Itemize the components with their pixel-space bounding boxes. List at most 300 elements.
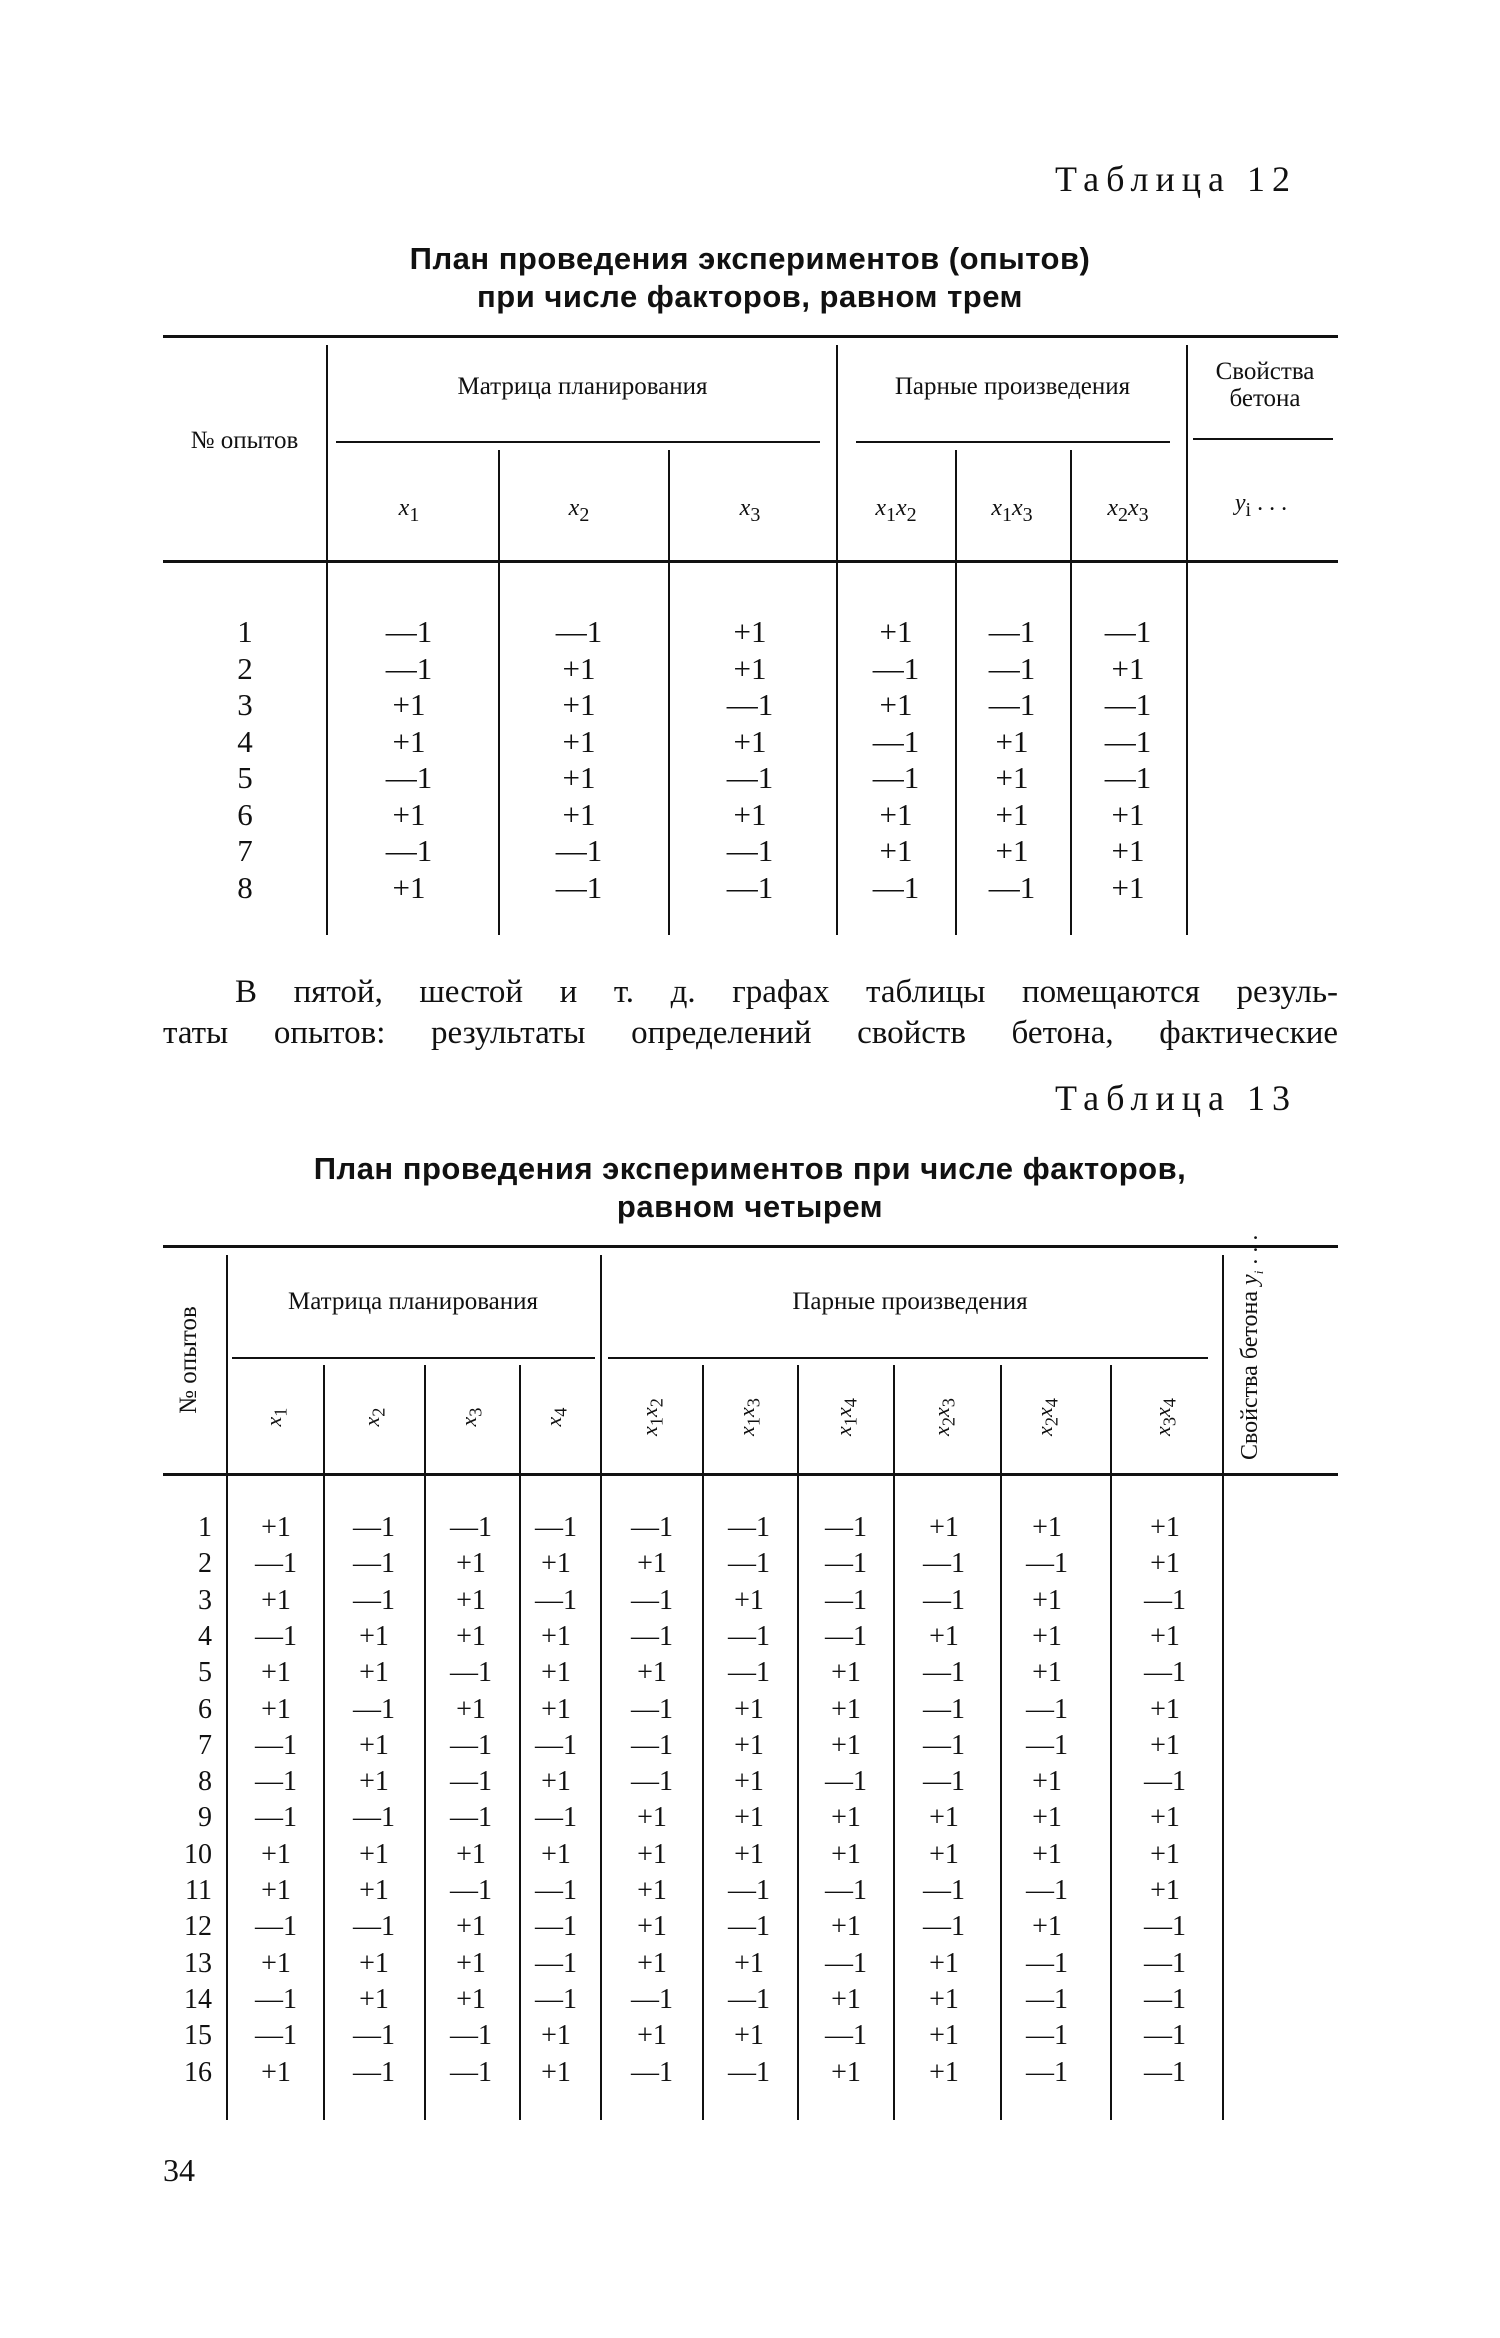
table-12-cell: +1 [733,650,767,686]
table-12-cell: —1 [1104,723,1152,759]
table-13-cell: +1 [541,1620,571,1652]
table-13-row-number: 15 [184,2020,212,2052]
column-subscript: 3 [1159,1417,1180,1427]
table-13-cell: —1 [923,1657,965,1689]
table-13-cell: —1 [728,1911,770,1943]
column-variable: x [1012,495,1023,521]
table-12-cell: —1 [385,760,433,795]
table-12-cell: —1 [555,869,603,905]
table-13-cell: —1 [631,1584,673,1616]
table-13-row-number: 9 [198,1802,212,1834]
table-13-cell: —1 [255,1729,297,1761]
table-12-col-header [519,495,639,529]
table-12-cell: —1 [726,760,774,795]
table-12-row-header: № опытов [190,427,299,454]
table-12-cell: +1 [995,796,1029,832]
table-12-top-rule [163,335,1338,338]
table-13-group-props-label: Свойства бетона [1237,1290,1263,1460]
table-13-cell: —1 [535,1875,577,1906]
table-13-cell: —1 [353,1802,395,1834]
table-13-cell: +1 [734,1766,764,1798]
table-12-cell: +1 [562,687,596,722]
column-subscript: 2 [906,503,917,526]
table-12-col-header [1068,495,1188,529]
table-13-cell: +1 [831,2056,861,2088]
table-13-cell: +1 [359,1947,389,1979]
table-13-cell: +1 [456,1548,486,1580]
table-13-cell: +1 [637,1911,667,1943]
table-12-cell: +1 [995,833,1029,868]
table-13-cell: +1 [734,2020,764,2052]
table-13-col-header [359,1372,389,1462]
table-13-cell: —1 [923,1548,965,1580]
column-subscript: 1 [840,1417,861,1427]
table-13-cell: +1 [456,1693,486,1725]
table-13-column-divider [323,1365,325,2120]
table-13-cell: +1 [734,1947,764,1979]
table-13-cell: —1 [728,2056,770,2088]
column-variable: x [398,495,410,521]
column-variable: x [568,495,580,521]
table-12-group-props: Свойства бетона [1215,358,1315,412]
table-13-cell: —1 [728,1512,770,1543]
table-12-cell: +1 [733,723,767,759]
table-13-cell: —1 [450,2020,492,2052]
table-13-cell: +1 [456,1838,486,1870]
table-13-cell: +1 [637,1802,667,1834]
table-13-cell: +1 [929,1512,959,1543]
table-13-cell: —1 [728,1657,770,1689]
table-13-column-divider [226,1255,228,2120]
table-13-cell: —1 [450,1729,492,1761]
table-12-col-header [836,495,956,529]
table-13-cell: +1 [261,1947,291,1979]
table-13-cell: +1 [831,1911,861,1943]
table-12-cell: —1 [988,869,1036,905]
column-subscript: 3 [1138,503,1149,526]
column-subscript: 2 [368,1407,389,1417]
table-13-cell: +1 [637,1548,667,1580]
table-13-cell: +1 [359,1620,389,1652]
column-subscript: 4 [1159,1398,1180,1408]
table-13-cell: —1 [353,1911,395,1943]
table-13-cell: —1 [450,2056,492,2088]
table-13-cell: —1 [923,1875,965,1906]
column-variable: x [261,1416,286,1427]
column-variable: x [875,495,886,521]
table-12-cell: —1 [872,723,920,759]
table-13-cell: +1 [359,1838,389,1870]
table-13-group-rule-matrix [232,1357,595,1359]
table-13-col-header [541,1372,571,1462]
column-subscript: 3 [750,503,761,526]
table-13-cell: +1 [1150,1875,1180,1906]
body-paragraph-line-1: В пятой, шестой и т. д. графах таблицы помещаются резуль- [235,974,1338,1010]
table-13-cell: —1 [353,1512,395,1543]
table-13-cell: —1 [1026,2056,1068,2088]
table-13-cell: +1 [831,1657,861,1689]
table-12-title-line-1: План проведения экспериментов (опытов) [409,241,1091,276]
table-13-cell: +1 [359,1657,389,1689]
table-12-row-number: 7 [237,833,253,868]
table-13-cell: +1 [541,1657,571,1689]
table-12-cell: +1 [392,869,426,905]
table-13-cell: —1 [1144,1911,1186,1943]
table-13-cell: +1 [1032,1802,1062,1834]
table-13-title-line-2: равном четырем [616,1189,884,1224]
table-12-cell: +1 [1111,833,1145,868]
table-13-column-divider [893,1365,895,2120]
table-13-cell: —1 [728,1875,770,1906]
table-13-cell: +1 [541,1548,571,1580]
table-12-cell: +1 [1111,796,1145,832]
table-12-cell: +1 [562,723,596,759]
column-variable: y [1234,490,1246,516]
table-12-row-number: 4 [237,723,253,759]
column-subscript: 4 [840,1398,861,1408]
table-12-cell: —1 [385,833,433,868]
table-12-cell: —1 [988,614,1036,649]
table-13-cell: —1 [1026,1693,1068,1725]
table-13-cell: +1 [1032,1911,1062,1943]
table-13-cell: +1 [1032,1512,1062,1543]
table-13-cell: +1 [1032,1766,1062,1798]
table-13-cell: +1 [831,1802,861,1834]
column-variable: x [734,1426,759,1436]
table-13-cell: —1 [825,2020,867,2052]
table-12-row-number: 3 [237,687,253,722]
table-12-cell: —1 [872,869,920,905]
table-13-cell: +1 [359,1875,389,1906]
table-12-cell: —1 [726,687,774,722]
table-13-cell: —1 [1144,1983,1186,2015]
table-13-cell: —1 [1144,1766,1186,1798]
table-12-col-header [952,495,1072,529]
table-13-cell: —1 [631,1983,673,2015]
table-13-cell: +1 [456,1584,486,1616]
column-variable: x [637,1426,662,1436]
table-12-cell: +1 [1111,650,1145,686]
table-12-row-number: 6 [237,796,253,832]
table-13-row-number: 5 [198,1657,212,1689]
column-subscript: 3 [938,1398,959,1408]
table-12-cell: +1 [733,796,767,832]
table-12-cell: —1 [385,614,433,649]
table-13-cell: —1 [728,1983,770,2015]
table-13-cell: —1 [450,1875,492,1906]
table-12-cell: +1 [879,833,913,868]
table-13-cell: —1 [1144,2020,1186,2052]
table-13-group-pairs: Парные произведения [792,1288,1028,1315]
column-subscript: 2 [938,1417,959,1427]
table-13-cell: —1 [450,1802,492,1834]
column-variable: x [1150,1426,1175,1436]
table-13-cell: +1 [1032,1584,1062,1616]
table-13-cell: +1 [734,1693,764,1725]
body-paragraph-line-2: таты опытов: результаты определений свойств бетона, фактические [163,1015,1338,1051]
table-13-cell: +1 [929,1620,959,1652]
column-variable: x [456,1416,481,1427]
table-13-cell: +1 [637,2020,667,2052]
table-13-row-number: 3 [198,1584,212,1616]
table-13-cell: +1 [1150,1729,1180,1761]
table-13-cell: —1 [1144,2056,1186,2088]
table-12-cell: +1 [392,796,426,832]
table-12-cell: —1 [1104,614,1152,649]
table-12-cell: +1 [562,760,596,795]
table-13-col-header [831,1372,861,1462]
table-13-cell: +1 [831,1729,861,1761]
table-12-cell: —1 [555,833,603,868]
table-13-cell: —1 [631,2056,673,2088]
table-12-column-divider [1186,345,1188,935]
page-number: 34 [163,2152,195,2188]
column-variable: x [1128,495,1139,521]
table-13-cell: —1 [1026,1875,1068,1906]
table-12-row-number: 2 [237,650,253,686]
column-variable: x [1032,1407,1057,1417]
table-12-cell: —1 [726,869,774,905]
table-13-cell: —1 [535,1802,577,1834]
column-subscript: 3 [465,1407,486,1417]
table-13-cell: +1 [929,1947,959,1979]
column-variable: x [896,495,907,521]
table-13-cell: +1 [261,2056,291,2088]
table-13-header-rule [163,1473,1338,1476]
table-13-cell: +1 [831,1693,861,1725]
table-13-col-header [1150,1372,1180,1462]
table-13-cell: —1 [535,1947,577,1979]
column-subscript: 1 [270,1407,291,1417]
table-12-cell: +1 [995,760,1029,795]
table-13-cell: +1 [1150,1802,1180,1834]
table-13-cell: —1 [450,1512,492,1543]
table-13-cell: +1 [929,1838,959,1870]
table-12-cell: —1 [872,760,920,795]
table-12-cell: +1 [995,723,1029,759]
table-13-cell: —1 [1144,1584,1186,1616]
table-12-cell: —1 [385,650,433,686]
table-12-cell: +1 [562,796,596,832]
table-13-cell: —1 [535,1911,577,1943]
table-13-title-line-1: План проведения экспериментов при числе факторов, [313,1151,1187,1186]
table-12-title [200,240,1300,316]
column-subscript: 4 [1041,1398,1062,1408]
table-13-cell: —1 [1026,2020,1068,2052]
table-13-cell: —1 [923,1911,965,1943]
table-13-props-ellipsis: . . . [1237,1234,1263,1271]
table-13-cell: +1 [541,1766,571,1798]
column-variable: x [831,1407,856,1417]
table-13-cell: +1 [637,1838,667,1870]
table-13-cell: —1 [825,1548,867,1580]
table-12-title-line-2: при числе факторов, равном трем [477,279,1023,314]
table-13-cell: —1 [825,1875,867,1906]
table-12-cell: —1 [1104,687,1152,722]
column-subscript: i [1245,498,1252,521]
table-12-cell: +1 [879,687,913,722]
table-13-row-number: 11 [185,1875,212,1906]
table-12-row-number: 8 [237,869,253,905]
column-variable: x [831,1426,856,1436]
table-13-cell: +1 [1150,1620,1180,1652]
table-13-label: Таблица 13 [1055,1078,1297,1118]
column-subscript: 1 [1002,503,1012,526]
table-13-cell: +1 [261,1875,291,1906]
table-12-header-rule [163,560,1338,563]
table-13-cell: —1 [255,1802,297,1834]
table-13-cell: +1 [734,1838,764,1870]
table-13-cell: +1 [929,2020,959,2052]
column-subscript: 2 [579,503,590,526]
table-13-column-divider [1110,1365,1112,2120]
table-12-cell: +1 [879,796,913,832]
table-13-cell: —1 [255,1983,297,2015]
table-13-cell: +1 [1032,1838,1062,1870]
column-variable: x [359,1416,384,1427]
table-13-cell: +1 [541,1838,571,1870]
table-13-cell: +1 [1150,1838,1180,1870]
table-13-cell: —1 [255,1766,297,1798]
table-13-cell: +1 [261,1657,291,1689]
table-12-group-rule-props [1193,438,1333,440]
table-13-col-header [1032,1372,1062,1462]
column-subscript: 2 [1041,1417,1062,1427]
table-13-cell: +1 [734,1802,764,1834]
table-12-cell: —1 [988,650,1036,686]
table-13-cell: +1 [831,1838,861,1870]
table-13-cell: —1 [450,1766,492,1798]
table-13-group-matrix: Матрица планирования [287,1288,539,1315]
table-13-cell: —1 [1026,1729,1068,1761]
table-12-cell: —1 [988,687,1036,722]
table-12-cell: —1 [1104,760,1152,795]
table-13-group-rule-pairs [608,1357,1208,1359]
column-subscript: 4 [550,1407,571,1417]
table-13-cell: —1 [535,1983,577,2015]
table-13-cell: —1 [728,1548,770,1580]
table-13-cell: +1 [261,1584,291,1616]
table-13-cell: —1 [1144,1657,1186,1689]
column-subscript: 1 [409,503,420,526]
table-13-cell: —1 [535,1584,577,1616]
table-13-cell: +1 [359,1729,389,1761]
table-13-cell: +1 [359,1983,389,2015]
table-12-cell: —1 [555,614,603,649]
table-13-cell: —1 [353,2056,395,2088]
table-12-row-number: 5 [237,760,253,795]
table-13-cell: —1 [923,1584,965,1616]
table-12-row-number: 1 [237,614,253,649]
table-13-cell: +1 [1150,1548,1180,1580]
table-13-cell: —1 [923,1766,965,1798]
table-13-cell: —1 [255,1548,297,1580]
table-13-cell: —1 [1144,1947,1186,1979]
table-13-cell: —1 [825,1947,867,1979]
column-subscript: 3 [1022,503,1033,526]
table-13-col-header [637,1372,667,1462]
table-13-cell: +1 [1032,1620,1062,1652]
table-12-group-rule-matrix [336,441,820,443]
table-12-column-divider [326,345,328,935]
column-subscript: 2 [646,1398,667,1408]
table-13-cell: —1 [728,1620,770,1652]
table-13-row-number: 4 [198,1620,212,1652]
table-13-cell: +1 [637,1947,667,1979]
table-13-cell: —1 [631,1512,673,1543]
table-13-group-props [1237,1234,1267,1460]
table-13-cell: —1 [631,1729,673,1761]
table-13-col-header [929,1372,959,1462]
column-variable: x [734,1407,759,1417]
table-13-cell: +1 [734,1584,764,1616]
table-12-cell: —1 [872,650,920,686]
table-13-cell: +1 [261,1693,291,1725]
table-13-cell: +1 [637,1875,667,1906]
table-12-cell: +1 [1111,869,1145,905]
table-13-cell: +1 [541,2056,571,2088]
table-12-column-divider [955,450,957,935]
table-13-cell: —1 [450,1657,492,1689]
table-13-title [200,1150,1300,1226]
table-13-cell: +1 [637,1657,667,1689]
column-variable: x [541,1416,566,1427]
table-13-col-header [261,1372,291,1462]
table-13-cell: —1 [825,1620,867,1652]
table-12-cell: +1 [562,650,596,686]
table-13-cell: +1 [929,2056,959,2088]
table-13-cell: +1 [359,1766,389,1798]
table-13-cell: —1 [353,1693,395,1725]
table-13-row-number: 12 [184,1911,212,1943]
table-12-cell: +1 [392,687,426,722]
table-13-cell: —1 [1026,1983,1068,2015]
table-12-col-header [690,495,810,529]
table-13-cell: +1 [1032,1657,1062,1689]
table-13-cell: —1 [825,1512,867,1543]
table-13-cell: —1 [923,1693,965,1725]
column-subscript: 1 [743,1417,764,1427]
table-12-cell: +1 [392,723,426,759]
table-12-column-divider [1070,450,1072,935]
table-13-row-number: 8 [198,1766,212,1798]
table-13-cell: +1 [456,1911,486,1943]
table-13-row-number: 10 [184,1838,212,1870]
table-13-props-variable: $y_i$ [1237,1270,1266,1285]
table-13-cell: —1 [255,1620,297,1652]
table-13-row-number: 2 [198,1548,212,1580]
table-13-cell: —1 [825,1584,867,1616]
column-subscript: 3 [743,1398,764,1408]
table-13-cell: —1 [255,2020,297,2052]
table-12-cell: +1 [733,614,767,649]
table-13-cell: +1 [541,2020,571,2052]
table-13-cell: +1 [734,1729,764,1761]
table-13-cell: —1 [535,1729,577,1761]
table-12-group-pairs: Парные произведения [894,373,1131,400]
table-13-top-rule [163,1245,1338,1248]
table-13-cell: —1 [353,2020,395,2052]
table-13-cell: +1 [929,1802,959,1834]
table-13-col-header [734,1372,764,1462]
table-13-cell: —1 [353,1584,395,1616]
column-variable: x [1107,495,1118,521]
table-13-row-number: 1 [198,1512,212,1543]
table-12-group-matrix: Матрица планирования [457,373,708,400]
table-13-cell: +1 [456,1947,486,1979]
column-variable: x [739,495,751,521]
column-subscript: 1 [646,1417,667,1427]
